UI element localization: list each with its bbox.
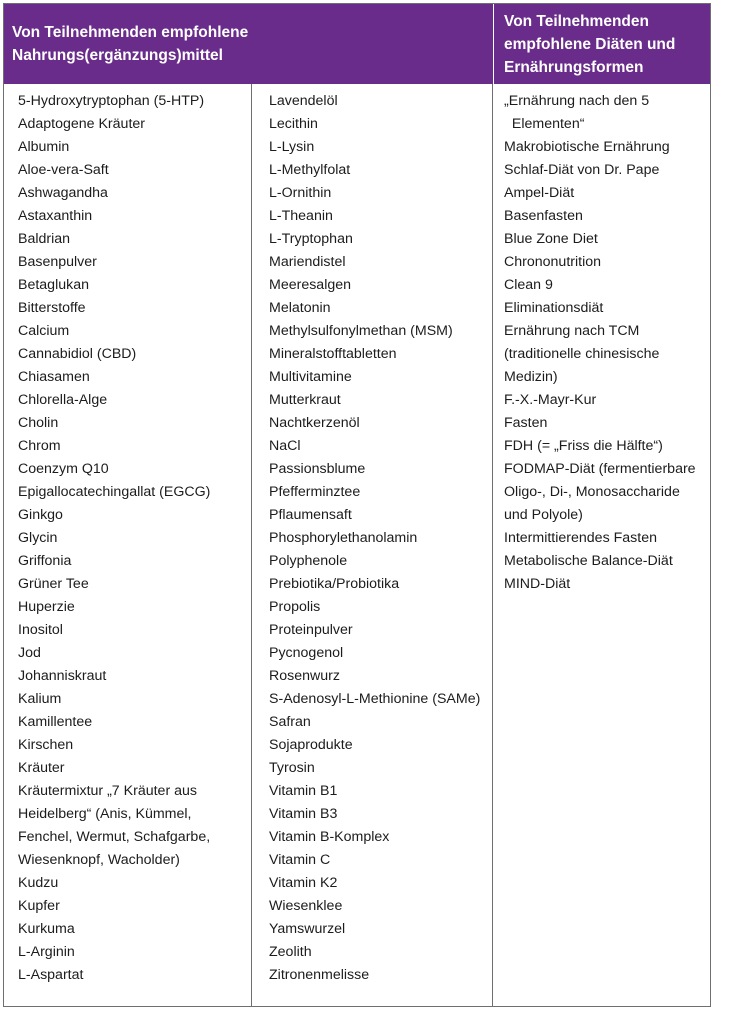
diet-item: „Ernährung nach den 5 [504,93,650,109]
supplement-item: Mineralstofftabletten [269,346,397,362]
supplement-item: Basenpulver [18,254,97,270]
supplements-list-part-2 [269,90,491,987]
diet-item: Medizin) [504,369,558,385]
supplement-item: Proteinpulver [269,622,353,638]
recommendations-table [3,3,711,1007]
supplement-item: Astaxanthin [18,208,93,224]
supplement-item: Kräutermixtur „7 Kräuter aus [18,783,197,799]
supplement-item: L-Aspartat [18,967,84,983]
supplement-item: Aloe-vera-Saft [18,162,109,178]
diet-item: Fasten [504,415,548,431]
supplement-item: Kudzu [18,875,59,891]
supplement-item: Jod [18,645,41,661]
diet-item: Basenfasten [504,208,583,224]
supplement-item: Zitronenmelisse [269,967,370,983]
supplement-item: Meeresalgen [269,277,352,293]
supplement-item: Kurkuma [18,921,75,937]
header-diets [494,4,710,84]
supplement-item: L-Tryptophan [269,231,353,247]
supplement-item: NaCl [269,438,301,454]
diet-item: Chrononutrition [504,254,602,270]
supplement-item: Huperzie [18,599,75,615]
supplement-item: Griffonia [18,553,72,569]
diet-item: (traditionelle chinesische [504,346,660,362]
supplement-item: Nachtkerzenöl [269,415,360,431]
diet-item: Intermittierendes Fasten [504,530,657,546]
diet-item: FDH (= „Friss die Hälfte“) [504,438,663,454]
supplement-item: Kirschen [18,737,74,753]
supplement-item: Kamillentee [18,714,93,730]
diets-list [504,90,710,596]
supplement-item: L-Theanin [269,208,333,224]
supplement-item: Mariendistel [269,254,346,270]
header-diets-line-3: Ernährungsformen [504,59,644,76]
diet-item: Oligo-, Di-, Monosaccharide [504,484,680,500]
diet-item: und Polyole) [504,507,583,523]
header-diets-line-2: empfohlene Diäten und [504,36,676,53]
diet-item: MIND-Diät [504,576,571,592]
supplement-item: Heidelberg“ (Anis, Kümmel, [18,806,192,822]
supplement-item: S-Adenosyl-L-Methionine (SAMe) [269,691,481,707]
supplement-item: Johanniskraut [18,668,107,684]
header-diets-line-1: Von Teilnehmenden [504,13,649,30]
supplement-item: Betaglukan [18,277,89,293]
supplement-item: Melatonin [269,300,331,316]
column-divider-1 [251,84,252,1006]
supplement-item: Baldrian [18,231,71,247]
header-supplements-line-2: Nahrungs(ergänzungs)mittel [12,47,223,64]
column-divider-2 [492,84,493,1006]
supplement-item: Ashwagandha [18,185,108,201]
supplement-item: Rosenwurz [269,668,340,684]
supplement-item: Methylsulfonylmethan (MSM) [269,323,453,339]
header-supplements-line-1: Von Teilnehmenden empfohlene [12,24,249,41]
supplement-item: Wiesenknopf, Wacholder) [18,852,180,868]
supplement-item: 5-Hydroxytryptophan (5-HTP) [18,93,205,109]
supplement-item: Kupfer [18,898,60,914]
supplement-item: Bitterstoffe [18,300,86,316]
supplement-item: Vitamin C [269,852,331,868]
supplement-item: Epigallocatechingallat (EGCG) [18,484,211,500]
supplement-item: Glycin [18,530,58,546]
diet-item: Ernährung nach TCM [504,323,640,339]
supplement-item: Multivitamine [269,369,352,385]
supplement-item: Cannabidiol (CBD) [18,346,137,362]
supplement-item: Albumin [18,139,70,155]
supplement-item: Zeolith [269,944,312,960]
supplement-item: Pflaumensaft [269,507,352,523]
supplement-item: Pfefferminztee [269,484,361,500]
supplements-list-part-1 [18,90,248,987]
supplement-item: Chiasamen [18,369,90,385]
supplement-item: Kräuter [18,760,65,776]
supplement-item: Calcium [18,323,70,339]
supplement-item: Wiesenklee [269,898,343,914]
supplement-item: Polyphenole [269,553,348,569]
supplement-item: Vitamin B1 [269,783,338,799]
supplement-item: Yamswurzel [269,921,346,937]
supplement-item: Propolis [269,599,321,615]
supplement-item: L-Arginin [18,944,75,960]
supplement-item: Cholin [18,415,59,431]
supplement-item: Kalium [18,691,62,707]
diet-item: Blue Zone Diet [504,231,598,247]
supplement-item: L-Lysin [269,139,315,155]
supplement-item: Vitamin B-Komplex [269,829,390,845]
diet-item: Ampel-Diät [504,185,575,201]
supplement-item: Vitamin K2 [269,875,338,891]
supplement-item: Tyrosin [269,760,315,776]
supplement-item: Chrom [18,438,61,454]
diet-item: Eliminationsdiät [504,300,604,316]
header-supplements [4,4,493,84]
supplement-item: Passionsblume [269,461,366,477]
supplement-item: Lecithin [269,116,318,132]
supplement-item: Sojaprodukte [269,737,353,753]
diet-item: Clean 9 [504,277,553,293]
supplement-item: Adaptogene Kräuter [18,116,145,132]
supplement-item: Pycnogenol [269,645,344,661]
diet-item: FODMAP-Diät (fermentierbare [504,461,696,477]
supplement-item: L-Methylfolat [269,162,351,178]
diet-item: Metabolische Balance-Diät [504,553,673,569]
supplement-item: Chlorella-Alge [18,392,108,408]
supplement-item: Safran [269,714,311,730]
diet-item: Elementen“ [504,116,585,132]
supplement-item: Prebiotika/Probiotika [269,576,400,592]
supplement-item: L-Ornithin [269,185,332,201]
supplement-item: Ginkgo [18,507,63,523]
supplement-item: Mutterkraut [269,392,341,408]
supplement-item: Lavendelöl [269,93,338,109]
diet-item: Schlaf-Diät von Dr. Pape [504,162,660,178]
supplement-item: Phosphorylethanolamin [269,530,418,546]
supplement-item: Fenchel, Wermut, Schafgarbe, [18,829,211,845]
diet-item: Makrobiotische Ernährung [504,139,670,155]
supplement-item: Grüner Tee [18,576,89,592]
supplement-item: Inositol [18,622,63,638]
supplement-item: Vitamin B3 [269,806,338,822]
diet-item: F.-X.-Mayr-Kur [504,392,597,408]
supplement-item: Coenzym Q10 [18,461,109,477]
